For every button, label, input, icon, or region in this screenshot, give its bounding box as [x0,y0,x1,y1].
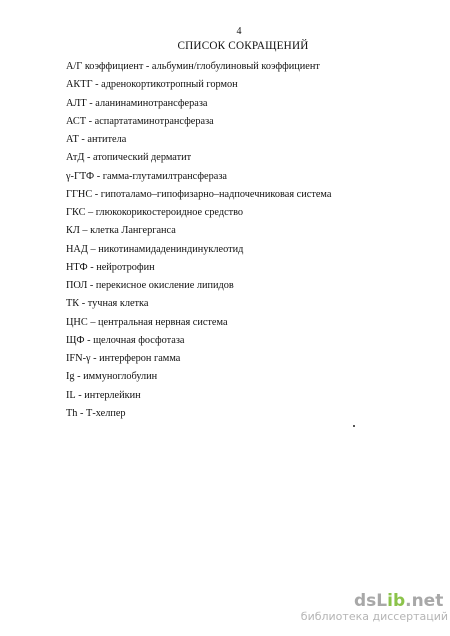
abbreviation-row [66,149,426,167]
abbreviation-row [66,95,426,113]
abbreviation-row [66,295,426,313]
abbreviation-term: А/Г коэффициент [66,61,144,72]
abbreviation-term: НТФ [66,261,88,273]
abbreviation-term: АСТ [66,115,87,127]
abbreviation-term: НАД [66,243,88,255]
abbreviation-row [66,350,426,368]
abbreviation-term: Ig [66,371,75,383]
abbreviation-row [66,131,426,149]
abbreviation-definition: – глюкокорикостероидное средство [85,207,244,218]
abbreviation-definition: - перекисное окисление липидов [87,280,234,291]
scan-speck [353,425,355,427]
abbreviation-term: АтД [66,152,85,164]
abbreviation-row [66,168,426,186]
abbreviation-definition: - Т-хелпер [77,407,126,419]
abbreviation-term: КЛ [66,225,80,237]
abbreviation-term: АТ [66,134,79,145]
abbreviation-row [66,186,426,204]
abbreviation-definition: – клетка Лангерганса [79,225,176,237]
abbreviation-term: АЛТ [66,97,87,109]
abbreviation-definition: - аланинаминотрансфераза [86,97,208,109]
abbreviation-row [66,368,426,386]
abbreviation-term: ТК [66,298,80,310]
abbreviation-row [66,387,426,405]
abbreviation-definition: - гамма-глутамилтрансфераза [94,170,227,182]
abbreviation-list [66,58,426,423]
svg-text:dsLib.net: dsLib.net [354,591,444,610]
abbreviation-term: IFN-γ [66,353,91,364]
abbreviation-definition: - атопический дерматит [84,152,192,164]
abbreviation-definition: - аспартатаминотрансфераза [86,115,214,127]
abbreviation-term: ЩФ [66,334,85,346]
abbreviation-row [66,277,426,295]
abbreviation-row [66,314,426,332]
dslib-logo [352,590,448,610]
abbreviation-row [66,58,426,76]
abbreviation-definition: - интерлейкин [75,389,141,401]
abbreviation-term: ГКС [66,207,86,218]
abbreviation-definition: - тучная клетка [79,298,149,310]
abbreviation-definition: - интерферон гамма [90,353,181,364]
page-title: СПИСОК СОКРАЩЕНИЙ [177,40,309,52]
abbreviation-definition: - нейротрофин [87,261,155,273]
watermark [300,590,448,632]
abbreviation-definition: – центральная нервная система [87,316,228,328]
abbreviation-definition: - адренокортикотропный гормон [92,79,238,91]
abbreviation-definition: - щелочная фосфотаза [84,334,185,346]
abbreviation-row [66,222,426,240]
abbreviation-row [66,76,426,94]
abbreviation-row [66,332,426,350]
abbreviation-definition: - гипоталамо–гипофизарно–надпочечниковая система [92,188,332,200]
abbreviation-row [66,241,426,259]
abbreviation-term: Th [66,407,78,419]
abbreviation-row [66,405,426,423]
abbreviation-term: ПОЛ [66,280,88,291]
abbreviation-definition: – никотинамидадениндинуклеотид [87,243,244,255]
abbreviation-term: ГГНС [66,188,93,200]
abbreviation-term: АКТГ [66,79,93,91]
abbreviation-definition: - иммуноглобулин [74,371,158,383]
abbreviation-row [66,259,426,277]
abbreviation-definition: - антитела [78,134,127,145]
abbreviation-definition: - альбумин/глобулиновый коэффициент [143,61,320,72]
abbreviation-row [66,204,426,222]
abbreviation-term: ЦНС [66,316,88,328]
abbreviation-term: IL [66,389,76,401]
watermark-tagline: библиотека диссертаций [300,610,448,623]
page-number: 4 [236,26,242,37]
abbreviation-row [66,113,426,131]
abbreviation-term: γ-ГТФ [66,170,95,182]
